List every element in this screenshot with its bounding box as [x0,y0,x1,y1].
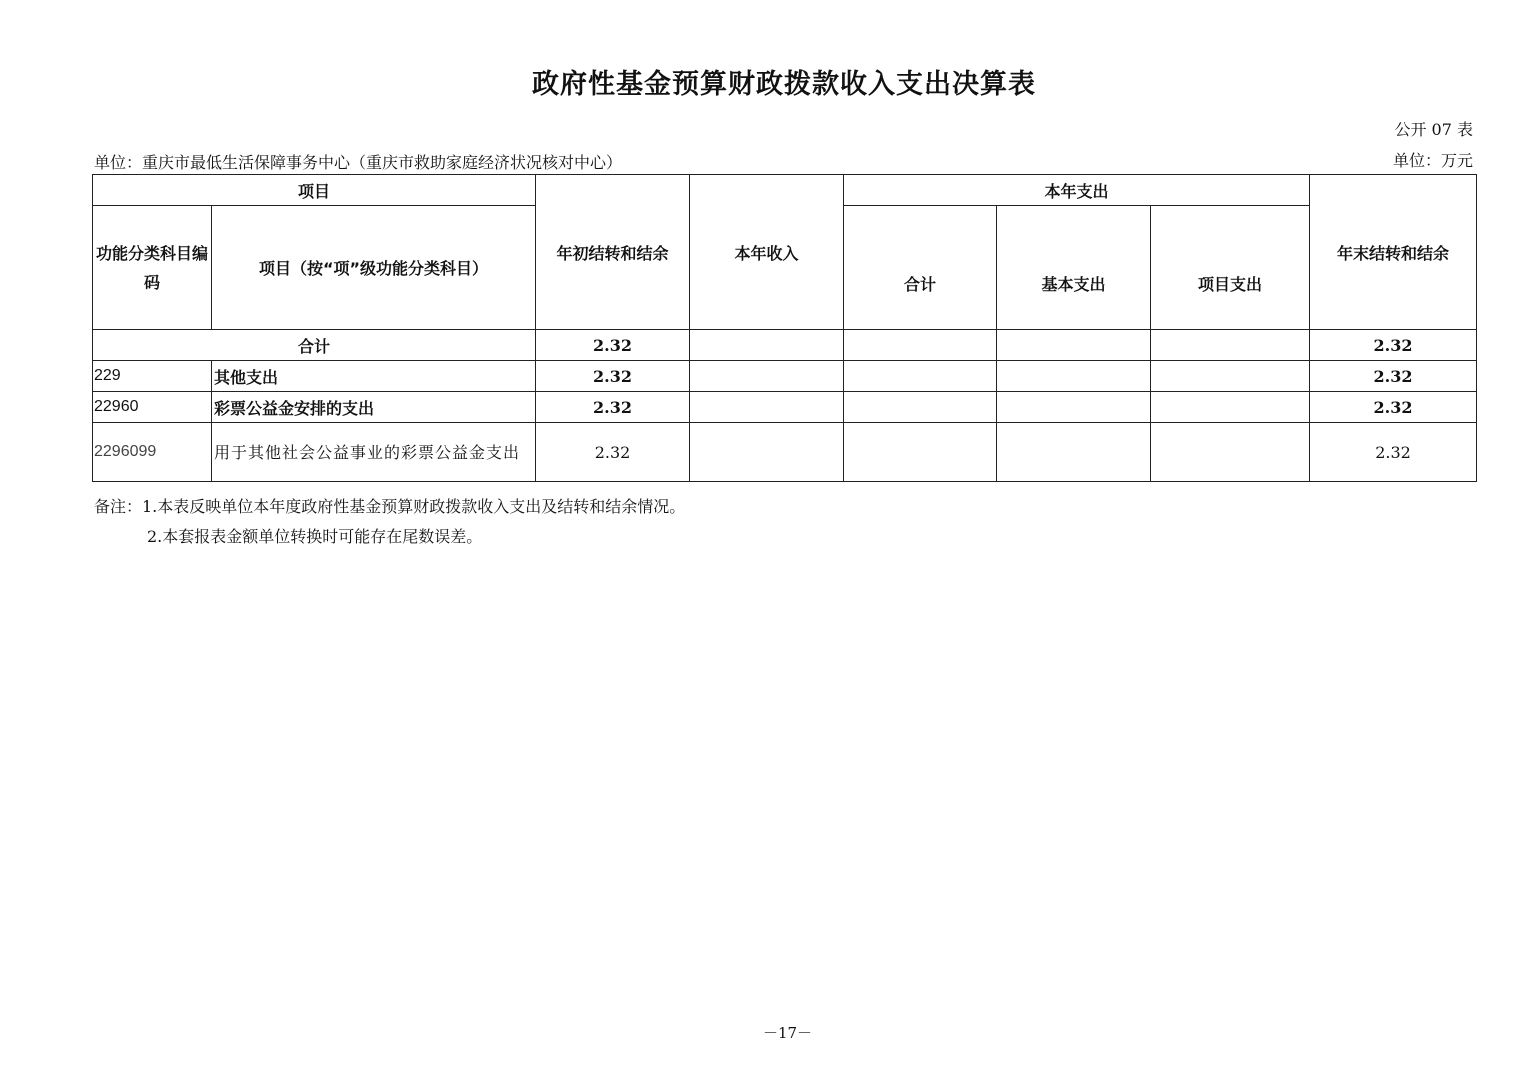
table-row [93,423,1477,482]
header-code: 功能分类科目编码 [93,206,212,330]
note-2: 2.本套报表金额单位转换时可能存在尾数误差。 [147,527,483,546]
page-title: 政府性基金预算财政拨款收入支出决算表 [532,69,1036,100]
total-project-expense [1151,330,1310,361]
row-basic-expense [997,423,1151,482]
row-project-expense [1151,392,1310,423]
table-row-total [93,330,1477,361]
row-expense-total [844,423,997,482]
row-income [690,361,844,392]
page-number: －17－ [762,1024,813,1042]
table-row [93,361,1477,392]
header-income: 本年收入 [690,175,844,330]
row-closing-balance: 2.32 [1310,361,1477,392]
total-expense-total [844,330,997,361]
header-expense-total: 合计 [844,206,997,330]
row-income [690,392,844,423]
row-name: 其他支出 [212,361,536,392]
row-project-expense [1151,361,1310,392]
total-closing-balance: 2.32 [1310,330,1477,361]
row-closing-balance: 2.32 [1310,423,1477,482]
note-1: 备注：1.本表反映单位本年度政府性基金预算财政拨款收入支出及结转和结余情况。 [94,497,686,516]
total-income [690,330,844,361]
header-basic-expense: 基本支出 [997,206,1151,330]
reporting-unit: 单位：重庆市最低生活保障事务中心（重庆市救助家庭经济状况核对中心） [94,153,623,172]
budget-table [92,174,1477,482]
form-number: 公开 07 表 [1394,120,1473,139]
header-project-name: 项目（按“项”级功能分类科目） [212,206,536,330]
header-expense: 本年支出 [844,175,1310,206]
row-name: 彩票公益金安排的支出 [212,392,536,423]
row-project-expense [1151,423,1310,482]
total-opening-balance: 2.32 [536,330,690,361]
header-project: 项目 [93,175,536,206]
currency-unit: 单位：万元 [1392,151,1473,170]
row-expense-total [844,361,997,392]
row-opening-balance: 2.32 [536,361,690,392]
row-basic-expense [997,361,1151,392]
total-basic-expense [997,330,1151,361]
row-opening-balance: 2.32 [536,392,690,423]
row-name: 用于其他社会公益事业的彩票公益金支出 [212,423,536,482]
table-row [93,392,1477,423]
header-project-expense: 项目支出 [1151,206,1310,330]
header-closing-balance: 年末结转和结余 [1310,175,1477,330]
row-code: 229 [93,361,212,392]
total-label: 合计 [93,330,536,361]
row-income [690,423,844,482]
row-expense-total [844,392,997,423]
row-basic-expense [997,392,1151,423]
header-opening-balance: 年初结转和结余 [536,175,690,330]
row-code: 22960 [93,392,212,423]
row-code: 2296099 [93,423,212,482]
row-closing-balance: 2.32 [1310,392,1477,423]
row-opening-balance: 2.32 [536,423,690,482]
